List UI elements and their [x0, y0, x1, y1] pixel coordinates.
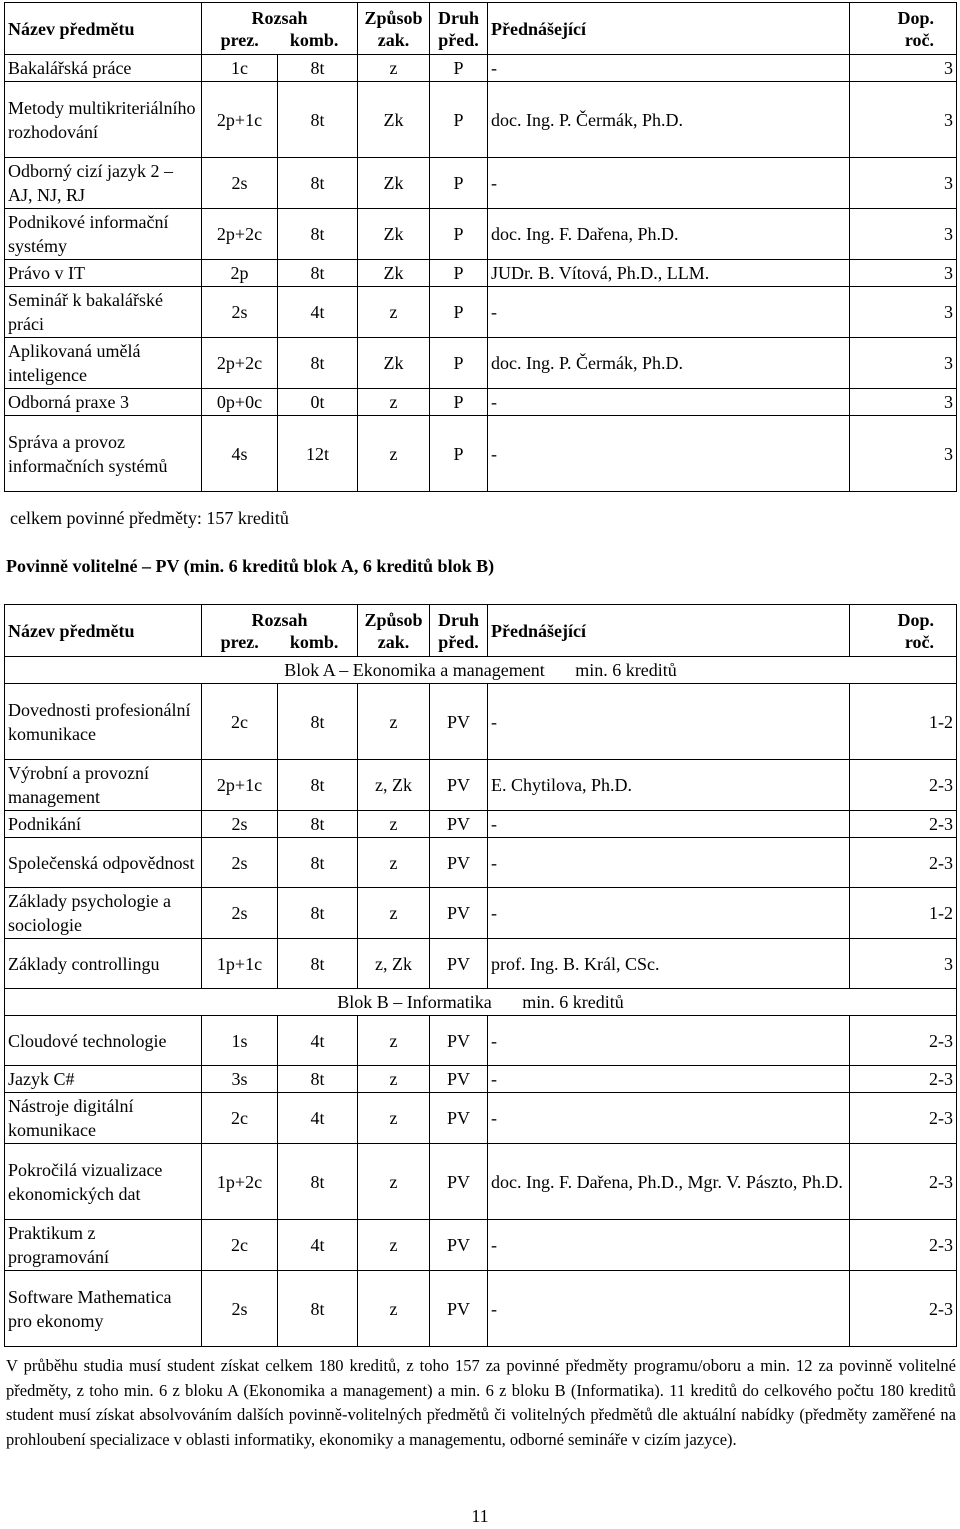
course-zak: z, Zk: [358, 760, 430, 811]
block-b-label: Blok B – Informatika: [337, 992, 492, 1012]
course-druh: PV: [430, 1066, 488, 1093]
mandatory-courses-table: [4, 2, 957, 492]
course-zak: z: [358, 1093, 430, 1144]
table-row: [5, 158, 957, 209]
total-credits-note: celkem povinné předměty: 157 kreditů: [10, 508, 289, 528]
course-zak: z: [358, 1016, 430, 1066]
course-name: Společenská odpovědnost: [5, 838, 202, 888]
course-name: Bakalářská práce: [5, 55, 202, 82]
header-zpusob-1: Způsob: [364, 7, 423, 28]
table-row: [5, 416, 957, 492]
table-row: [5, 1271, 957, 1347]
course-zak: z: [358, 55, 430, 82]
course-prez: 2p+1c: [202, 760, 278, 811]
course-lecturer: doc. Ing. P. Čermák, Ph.D.: [488, 82, 850, 158]
course-year: 2-3: [850, 1093, 957, 1144]
table-row: [5, 939, 957, 989]
course-year: 3: [850, 389, 957, 416]
course-zak: z: [358, 888, 430, 939]
course-druh: P: [430, 82, 488, 158]
course-druh: P: [430, 389, 488, 416]
header-druh: [430, 3, 488, 55]
course-komb: 12t: [278, 416, 358, 492]
course-lecturer: -: [488, 287, 850, 338]
block-b-header-row: [5, 989, 957, 1016]
footer-paragraph: V průběhu studia musí student získat celkem 180 kreditů, z toho 157 za povinné předměty programu/oboru a min. 12 za povinně volitelné předměty, z toho min. 6 z bloku A (Ekonomika a management) a min. 6 z bloku B (Informatika). 11 kreditů do celkového počtu 180 kreditů student musí získat absolvováním dalších povinně-volitelných předmětů či volitelných předmětů dle aktuální nabídky (předměty zaměřené na prohloubení specializace v oblasti informatiky, ekonomiky a managementu, odborné semináře v cizím jazyce).: [6, 1356, 956, 1449]
course-komb: 8t: [278, 158, 358, 209]
course-komb: 8t: [278, 811, 358, 838]
header-prez: prez.: [220, 631, 259, 652]
course-zak: z: [358, 287, 430, 338]
header-year-2: roč.: [904, 29, 935, 50]
course-name: Odborný cizí jazyk 2 – AJ, NJ, RJ: [5, 158, 202, 209]
course-name: Metody multikriteriálního rozhodování: [5, 82, 202, 158]
table-row: [5, 1144, 957, 1220]
course-lecturer: -: [488, 811, 850, 838]
course-name: Seminář k bakalářské práci: [5, 287, 202, 338]
course-lecturer: -: [488, 55, 850, 82]
course-prez: 3s: [202, 1066, 278, 1093]
course-name: Podnikové informační systémy: [5, 209, 202, 260]
course-komb: 8t: [278, 1144, 358, 1220]
course-lecturer: -: [488, 1016, 850, 1066]
course-year: 3: [850, 82, 957, 158]
course-year: 2-3: [850, 1220, 957, 1271]
header-zpusob: [358, 3, 430, 55]
course-year: 2-3: [850, 1144, 957, 1220]
course-komb: 4t: [278, 1220, 358, 1271]
header-zpusob-2: zak.: [377, 29, 410, 50]
block-a-header: [5, 657, 957, 684]
course-lecturer: doc. Ing. F. Dařena, Ph.D., Mgr. V. Pászto, Ph.D.: [488, 1144, 850, 1220]
course-prez: 2c: [202, 684, 278, 760]
course-year: 1-2: [850, 888, 957, 939]
course-zak: Zk: [358, 260, 430, 287]
course-prez: 2p+2c: [202, 209, 278, 260]
course-zak: z: [358, 1271, 430, 1347]
course-komb: 8t: [278, 260, 358, 287]
course-komb: 8t: [278, 1271, 358, 1347]
table-row: [5, 287, 957, 338]
course-year: 3: [850, 287, 957, 338]
table-row: [5, 1066, 957, 1093]
course-druh: PV: [430, 1220, 488, 1271]
table-row: [5, 209, 957, 260]
course-prez: 2p+2c: [202, 338, 278, 389]
page-number: 11: [471, 1506, 489, 1526]
course-komb: 4t: [278, 1093, 358, 1144]
course-druh: PV: [430, 838, 488, 888]
course-lecturer: -: [488, 1066, 850, 1093]
course-komb: 8t: [278, 82, 358, 158]
course-year: 3: [850, 209, 957, 260]
course-druh: P: [430, 158, 488, 209]
course-komb: 8t: [278, 55, 358, 82]
table-row: [5, 1093, 957, 1144]
course-druh: PV: [430, 1016, 488, 1066]
table-row: [5, 760, 957, 811]
course-zak: z: [358, 1220, 430, 1271]
header-druh-2: před.: [438, 631, 479, 652]
header-year: [850, 605, 957, 657]
course-name: Základy controllingu: [5, 939, 202, 989]
course-lecturer: -: [488, 416, 850, 492]
course-druh: PV: [430, 1093, 488, 1144]
course-druh: PV: [430, 811, 488, 838]
course-druh: P: [430, 338, 488, 389]
course-prez: 2s: [202, 838, 278, 888]
course-lecturer: -: [488, 158, 850, 209]
course-year: 3: [850, 158, 957, 209]
table-row: [5, 838, 957, 888]
course-zak: z: [358, 811, 430, 838]
course-name: Dovednosti profesionální komunikace: [5, 684, 202, 760]
course-druh: P: [430, 55, 488, 82]
course-name: Pokročilá vizualizace ekonomických dat: [5, 1144, 202, 1220]
course-zak: Zk: [358, 209, 430, 260]
course-prez: 0p+0c: [202, 389, 278, 416]
table-header-row: [5, 605, 957, 657]
table-row: [5, 888, 957, 939]
course-zak: z: [358, 389, 430, 416]
course-lecturer: -: [488, 838, 850, 888]
course-komb: 8t: [278, 838, 358, 888]
course-name: Základy psychologie a sociologie: [5, 888, 202, 939]
table-row: [5, 82, 957, 158]
course-komb: 8t: [278, 338, 358, 389]
table-row: [5, 389, 957, 416]
course-komb: 4t: [278, 1016, 358, 1066]
table-row: [5, 1220, 957, 1271]
course-year: 2-3: [850, 811, 957, 838]
course-name: Výrobní a provozní management: [5, 760, 202, 811]
course-lecturer: -: [488, 1220, 850, 1271]
header-year: [850, 3, 957, 55]
course-zak: Zk: [358, 82, 430, 158]
course-druh: PV: [430, 939, 488, 989]
course-year: 3: [850, 260, 957, 287]
course-lecturer: -: [488, 1271, 850, 1347]
course-year: 2-3: [850, 1271, 957, 1347]
course-komb: 8t: [278, 760, 358, 811]
course-prez: 2s: [202, 287, 278, 338]
course-prez: 2s: [202, 1271, 278, 1347]
header-lecturer: Přednášející: [488, 3, 850, 55]
course-zak: Zk: [358, 158, 430, 209]
course-prez: 2s: [202, 811, 278, 838]
course-zak: z: [358, 1144, 430, 1220]
course-name: Nástroje digitální komunikace: [5, 1093, 202, 1144]
header-year-2: roč.: [904, 631, 935, 652]
course-zak: Zk: [358, 338, 430, 389]
header-lecturer: Přednášející: [488, 605, 850, 657]
course-druh: PV: [430, 1144, 488, 1220]
course-druh: PV: [430, 760, 488, 811]
course-name: Právo v IT: [5, 260, 202, 287]
header-druh-1: Druh: [438, 7, 480, 28]
course-lecturer: prof. Ing. B. Král, CSc.: [488, 939, 850, 989]
table-header-row: [5, 3, 957, 55]
course-prez: 4s: [202, 416, 278, 492]
header-druh: [430, 605, 488, 657]
table-row: [5, 260, 957, 287]
course-komb: 8t: [278, 684, 358, 760]
header-year-1: Dop.: [897, 609, 935, 630]
header-komb: komb.: [289, 29, 339, 50]
course-prez: 2s: [202, 158, 278, 209]
course-druh: PV: [430, 888, 488, 939]
course-year: 3: [850, 939, 957, 989]
pv-heading: Povinně volitelné – PV (min. 6 kreditů blok A, 6 kreditů blok B): [6, 556, 495, 576]
header-rozsah-label: Rozsah: [251, 609, 308, 630]
course-name: Podnikání: [5, 811, 202, 838]
course-komb: 8t: [278, 209, 358, 260]
header-name: Název předmětu: [5, 605, 202, 657]
header-rozsah-label: Rozsah: [251, 7, 308, 28]
course-druh: P: [430, 209, 488, 260]
course-year: 2-3: [850, 1066, 957, 1093]
course-lecturer: doc. Ing. P. Čermák, Ph.D.: [488, 338, 850, 389]
header-name: Název předmětu: [5, 3, 202, 55]
course-lecturer: -: [488, 389, 850, 416]
course-name: Správa a provoz informačních systémů: [5, 416, 202, 492]
course-name: Software Mathematica pro ekonomy: [5, 1271, 202, 1347]
course-druh: P: [430, 260, 488, 287]
course-komb: 8t: [278, 939, 358, 989]
block-a-min: min. 6 kreditů: [575, 660, 677, 680]
course-zak: z: [358, 416, 430, 492]
course-name: Odborná praxe 3: [5, 389, 202, 416]
course-komb: 4t: [278, 287, 358, 338]
header-komb: komb.: [289, 631, 339, 652]
table-row: [5, 811, 957, 838]
course-lecturer: -: [488, 888, 850, 939]
table-row: [5, 684, 957, 760]
course-prez: 1s: [202, 1016, 278, 1066]
course-prez: 2p+1c: [202, 82, 278, 158]
course-name: Praktikum z programování: [5, 1220, 202, 1271]
course-druh: P: [430, 416, 488, 492]
table-row: [5, 1016, 957, 1066]
header-druh-1: Druh: [438, 609, 480, 630]
course-lecturer: JUDr. B. Vítová, Ph.D., LLM.: [488, 260, 850, 287]
block-b-header: [5, 989, 957, 1016]
course-prez: 1c: [202, 55, 278, 82]
block-a-label: Blok A – Ekonomika a management: [284, 660, 545, 680]
course-prez: 2p: [202, 260, 278, 287]
course-year: 1-2: [850, 684, 957, 760]
header-zpusob-2: zak.: [377, 631, 410, 652]
elective-courses-table: [4, 604, 957, 1347]
course-druh: PV: [430, 684, 488, 760]
block-a-header-row: [5, 657, 957, 684]
course-year: 3: [850, 416, 957, 492]
table-row: [5, 338, 957, 389]
course-komb: 8t: [278, 1066, 358, 1093]
header-rozsah: [202, 605, 358, 657]
course-name: Jazyk C#: [5, 1066, 202, 1093]
block-b-min: min. 6 kreditů: [522, 992, 624, 1012]
course-name: Aplikovaná umělá inteligence: [5, 338, 202, 389]
header-prez: prez.: [220, 29, 259, 50]
course-druh: PV: [430, 1271, 488, 1347]
course-prez: 1p+2c: [202, 1144, 278, 1220]
course-lecturer: doc. Ing. F. Dařena, Ph.D.: [488, 209, 850, 260]
course-year: 2-3: [850, 1016, 957, 1066]
course-lecturer: E. Chytilova, Ph.D.: [488, 760, 850, 811]
header-rozsah: [202, 3, 358, 55]
course-lecturer: -: [488, 1093, 850, 1144]
course-year: 2-3: [850, 760, 957, 811]
course-name: Cloudové technologie: [5, 1016, 202, 1066]
course-prez: 2c: [202, 1093, 278, 1144]
header-year-1: Dop.: [897, 7, 935, 28]
course-zak: z, Zk: [358, 939, 430, 989]
course-zak: z: [358, 684, 430, 760]
course-komb: 8t: [278, 888, 358, 939]
course-prez: 2c: [202, 1220, 278, 1271]
table-row: [5, 55, 957, 82]
header-zpusob: [358, 605, 430, 657]
course-year: 3: [850, 55, 957, 82]
course-prez: 2s: [202, 888, 278, 939]
course-lecturer: -: [488, 684, 850, 760]
course-zak: z: [358, 838, 430, 888]
course-druh: P: [430, 287, 488, 338]
course-year: 2-3: [850, 838, 957, 888]
course-prez: 1p+1c: [202, 939, 278, 989]
course-year: 3: [850, 338, 957, 389]
header-druh-2: před.: [438, 29, 479, 50]
header-zpusob-1: Způsob: [364, 609, 423, 630]
course-zak: z: [358, 1066, 430, 1093]
course-komb: 0t: [278, 389, 358, 416]
